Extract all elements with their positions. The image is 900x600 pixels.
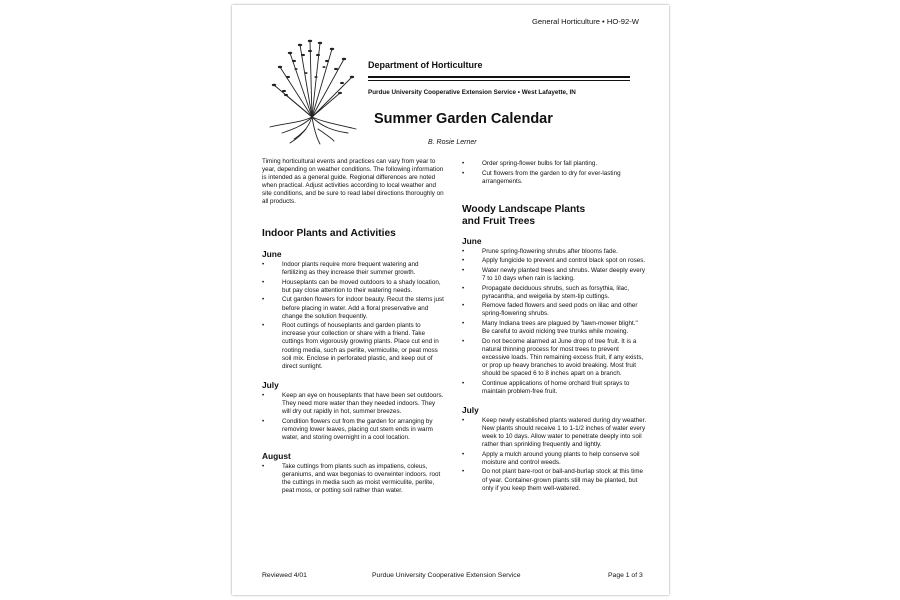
footer-page-number: Page 1 of 3 <box>608 572 643 579</box>
header-rule-thin <box>368 80 630 81</box>
list-item: • Apply a mulch around young plants to help conserve soil moisture and control weeds. <box>462 451 647 467</box>
list-item: • Condition flowers cut from the garden for arranging by removing lower leaves, placing cut stem ends in warm water, and storing overnight in a cool location. <box>262 418 444 442</box>
woody-july-list <box>462 417 647 493</box>
page-title: Summer Garden Calendar <box>374 111 553 127</box>
list-item: • Root cuttings of houseplants and garden plants to increase your collection or share with a friend. Take cuttings from vigorously growing plants. Place cut end in rooting media, such as perlite, vermiculite, or peat moss soil mix. Enclose in perforated plastic, and keep out of direct sunlight. <box>262 322 444 371</box>
woody-june-list <box>462 248 647 396</box>
section-heading-woody <box>462 204 647 229</box>
list-item: • Water newly planted trees and shrubs. Water deeply every 7 to 10 days when rain is lacking. <box>462 267 647 283</box>
author: B. Rosie Lerner <box>428 139 477 146</box>
department-name: Department of Horticulture <box>368 60 483 70</box>
list-item: • Do not plant bare-root or ball-and-burlap stock at this time of year. Container-grown plants still may be planted, but only if you keep them well-watered. <box>462 468 647 492</box>
list-item: • Do not become alarmed at June drop of tree fruit. It is a natural thinning process for most trees to prevent excessive loads. Thin remaining excess fruit, if any exists, or prop up heavy branches to avoid breaking. Most fruit should be spaced 6 to 8 inches apart on a branch. <box>462 338 647 378</box>
list-item: • Order spring-flower bulbs for fall planting. <box>462 160 647 168</box>
month-heading-june: June <box>262 249 282 260</box>
list-item: • Apply fungicide to prevent and control black spot on roses. <box>462 257 647 265</box>
month-heading-june: June <box>462 235 482 246</box>
list-item: • Houseplants can be moved outdoors to a shady location, but pay close attention to their watering needs. <box>262 279 444 295</box>
list-item: • Many Indiana trees are plagued by "lawn-mower blight." Be careful to avoid nicking tree trunks while mowing. <box>462 320 647 336</box>
footer-service: Purdue University Cooperative Extension Service <box>372 572 521 579</box>
list-item: • Cut garden flowers for indoor beauty. Recut the stems just before placing in water. Add a floral preservative and change the solution frequently. <box>262 296 444 320</box>
footer-reviewed: Reviewed 4/01 <box>262 572 307 579</box>
month-heading-july: July <box>462 404 479 415</box>
woody-heading-line1: Woody Landscape Plants <box>462 203 586 215</box>
month-heading-july: July <box>262 379 279 390</box>
section-heading-indoor: Indoor Plants and Activities <box>262 227 396 239</box>
list-item: • Keep newly established plants watered during dry weather. New plants should receive 1 to 1-1/2 inches of water every week to 10 days. Allow water to penetrate deeply into soil rather than sprinkling frequently and lightly. <box>462 417 647 449</box>
month-heading-august: August <box>262 450 291 461</box>
header-rule-thick <box>368 76 630 78</box>
list-item: • Indoor plants require more frequent watering and fertilizing as they increase their summer growth. <box>262 261 444 277</box>
list-item: • Take cuttings from plants such as impatiens, coleus, geraniums, and wax begonias to overwinter indoors. root the cuttings in media such as moist vermiculite, perlite, peat moss, or potting soil rather than water. <box>262 463 444 495</box>
document-page <box>232 5 669 595</box>
woody-heading-line2: and Fruit Trees <box>462 216 536 228</box>
series-code: General Horticulture • HO-92-W <box>532 17 639 26</box>
extension-service-line: Purdue University Cooperative Extension Service • West Lafayette, IN <box>368 89 576 96</box>
intro-paragraph: Timing horticultural events and practices can vary from year to year, depending on weather conditions. The following information is intended as a general guide. Regional differences are noted when practical. Adjust activities according to local weather and site conditions, and be sure to read label directions thoroughly on all products. <box>262 158 444 206</box>
left-column <box>262 158 444 504</box>
list-item: • Propagate deciduous shrubs, such as forsythia, lilac, pyracantha, and weigelia by stem-tip cuttings. <box>462 285 647 301</box>
list-item: • Continue applications of home orchard fruit sprays to maintain problem-free fruit. <box>462 380 647 396</box>
list-item: • Prune spring-flowering shrubs after blooms fade. <box>462 248 647 256</box>
indoor-august-list <box>262 463 444 495</box>
indoor-july-list <box>262 392 444 442</box>
right-column <box>462 160 647 502</box>
list-item: • Cut flowers from the garden to dry for ever-lasting arrangements. <box>462 170 647 186</box>
list-item: • Keep an eye on houseplants that have been set outdoors. They need more water than they needed indoors. They will dry out rapidly in hot, summer breezes. <box>262 392 444 416</box>
plant-illustration <box>260 33 365 145</box>
indoor-august-list-continued <box>462 160 647 186</box>
indoor-june-list <box>262 261 444 371</box>
list-item: • Remove faded flowers and seed pods on lilac and other spring-flowering shrubs. <box>462 302 647 318</box>
